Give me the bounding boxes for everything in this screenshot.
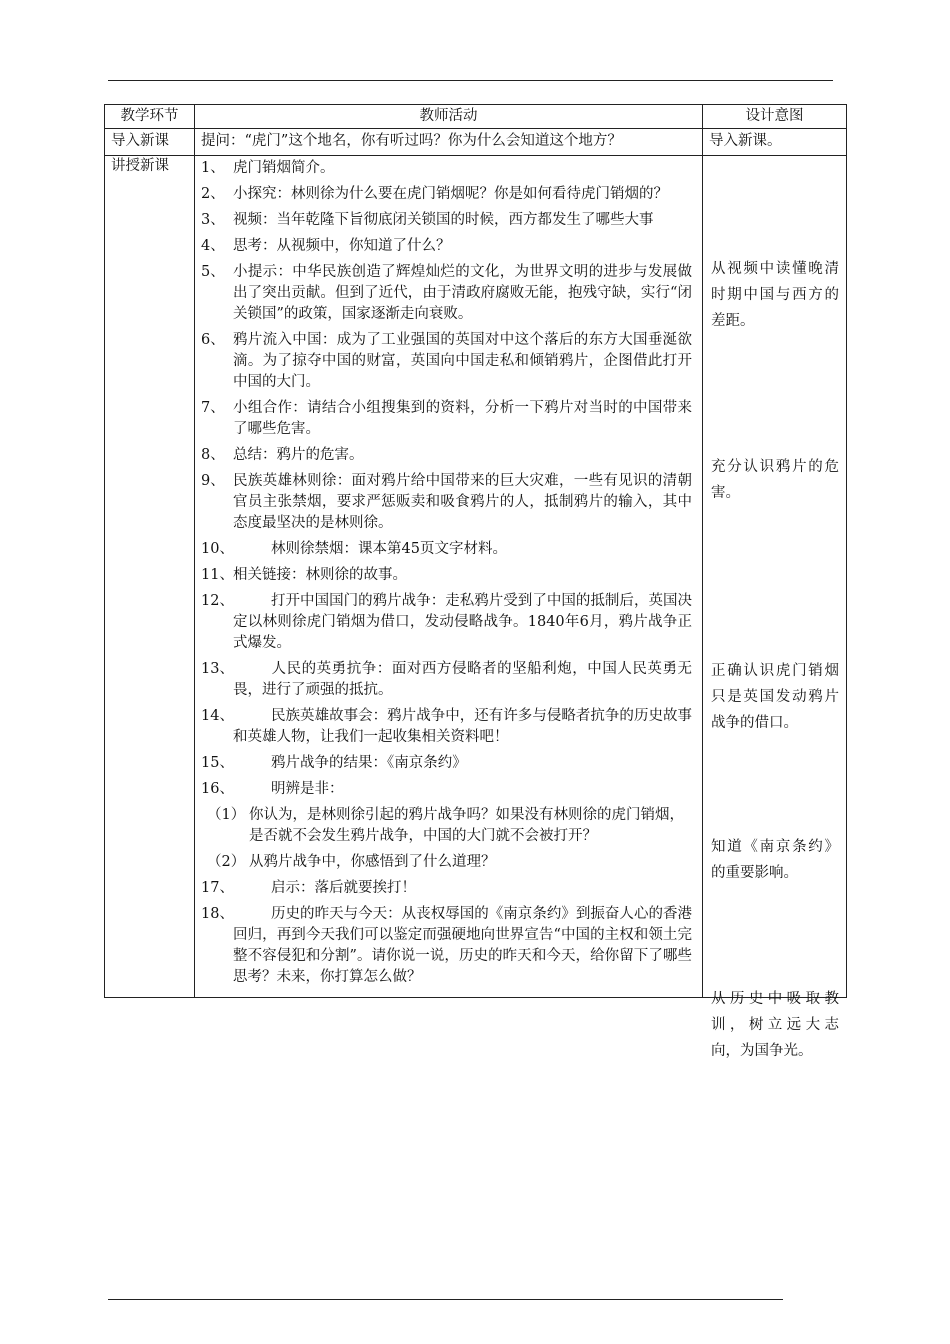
list-item	[199, 262, 692, 325]
list-item	[199, 539, 692, 560]
item-text: 鸦片流入中国：成为了工业强国的英国对中这个落后的东方大国垂涎欲滴。为了掠夺中国的财富，英国向中国走私和倾销鸦片，企图借此打开中国的大门。	[233, 332, 692, 390]
item-text: 民族英雄林则徐：面对鸦片给中国带来的巨大灾难，一些有见识的清朝官员主张禁烟，要求严惩贩卖和吸食鸦片的人，抵制鸦片的输入，其中态度最坚决的是林则徐。	[233, 473, 692, 531]
item-number: 7、	[201, 400, 225, 416]
list-item	[199, 330, 692, 393]
item-text: 启示：落后就要挨打！	[271, 880, 416, 896]
intent-2: 充分认识鸦片的危害。	[711, 459, 839, 501]
item-number: 4、	[201, 238, 225, 254]
list-item	[199, 779, 692, 800]
intent-1: 从视频中读懂晚清时期中国与西方的差距。	[711, 261, 839, 329]
list-item	[199, 398, 692, 440]
item-number: 18、	[201, 906, 234, 922]
item-number: （2）	[207, 854, 246, 870]
activity-intro: 提问：“虎门”这个地名，你有听过吗？你为什么会知道这个地方？	[195, 129, 703, 156]
list-item	[199, 706, 692, 748]
item-number: 6、	[201, 332, 225, 348]
list-item	[199, 471, 692, 534]
intent-intro: 导入新课。	[703, 129, 847, 156]
list-item	[199, 210, 692, 231]
activity-tail-items	[199, 878, 692, 988]
intent-4: 知道《南京条约》的重要影响。	[711, 839, 839, 881]
item-number: 5、	[201, 264, 225, 280]
item-text: 历史的昨天与今天：从丧权辱国的《南京条约》到振奋人心的香港回归，再到今天我们可以鉴定而强硬地向世界宣告“中国的主权和领土完整不容侵犯和分割”。请你说一说，历史的昨天和今天，给你留下了哪些思考？未来，你打算怎么做？	[233, 906, 692, 985]
item-text: 视频：当年乾隆下旨彻底闭关锁国的时候，西方都发生了哪些大事	[233, 212, 654, 228]
table-row-intro	[105, 129, 847, 156]
item-text: 人民的英勇抗争：面对西方侵略者的坚船利炮，中国人民英勇无畏，进行了顽强的抵抗。	[233, 661, 692, 698]
list-item	[199, 445, 692, 466]
item-text: 思考：从视频中，你知道了什么？	[233, 238, 451, 254]
item-number: 12、	[201, 593, 234, 609]
item-text: 总结：鸦片的危害。	[233, 447, 364, 463]
list-item	[199, 904, 692, 988]
header-stage: 教学环节	[105, 105, 195, 129]
item-number: 1、	[201, 160, 225, 176]
item-number: 8、	[201, 447, 225, 463]
item-text: 小组合作：请结合小组搜集到的资料，分析一下鸦片对当时的中国带来了哪些危害。	[233, 400, 692, 437]
item-text: 相关链接：林则徐的故事。	[233, 567, 407, 583]
list-item	[199, 753, 692, 774]
list-item	[199, 591, 692, 654]
item-number: （1）	[207, 807, 246, 823]
activity-list	[195, 156, 703, 998]
item-text: 打开中国国门的鸦片战争：走私鸦片受到了中国的抵制后，英国决定以林则徐虎门销烟为借口，发动侵略战争。1840年6月，鸦片战争正式爆发。	[233, 593, 692, 651]
item-text: 小提示：中华民族创造了辉煌灿烂的文化，为世界文明的进步与发展做出了突出贡献。但到了近代，由于清政府腐败无能，抱残守缺，实行“闭关锁国”的政策，国家逐渐走向衰败。	[233, 264, 692, 322]
intent-list	[703, 156, 847, 1059]
item-number: 9、	[201, 473, 225, 489]
intent-3: 正确认识虎门销烟只是英国发动鸦片战争的借口。	[711, 663, 839, 731]
intent-5: 从历史中吸取教训，树立远大志向，为国争光。	[711, 991, 839, 1059]
header-intent: 设计意图	[703, 105, 847, 129]
header-activity: 教师活动	[195, 105, 703, 129]
item-number: 17、	[201, 880, 234, 896]
stage-intro: 导入新课	[105, 129, 195, 156]
table-header-row	[105, 105, 847, 129]
item-text: 鸦片战争的结果：《南京条约》	[271, 755, 467, 771]
item-text: 虎门销烟简介。	[233, 160, 335, 176]
item-number: 15、	[201, 755, 234, 771]
item-number: 2、	[201, 186, 225, 202]
item-text: 小探究：林则徐为什么要在虎门销烟呢？你是如何看待虎门销烟的？	[233, 186, 668, 202]
sub-list-item	[199, 805, 692, 847]
footer-rule	[108, 1299, 783, 1300]
item-text: 民族英雄故事会：鸦片战争中，还有许多与侵略者抗争的历史故事和英雄人物，让我们一起收集相关资料吧！	[233, 708, 692, 745]
item-number: 13、	[201, 661, 234, 677]
list-item	[199, 184, 692, 205]
list-item	[199, 878, 692, 899]
item-number: 3、	[201, 212, 225, 228]
item-text: 从鸦片战争中，你感悟到了什么道理？	[249, 854, 496, 870]
sub-list-item	[199, 852, 692, 873]
list-item	[199, 659, 692, 701]
item-text: 林则徐禁烟：课本第45页文字材料。	[271, 541, 507, 557]
list-item	[199, 565, 692, 586]
table-row-main	[105, 156, 847, 998]
item-number: 11、	[201, 567, 234, 583]
item-text: 你认为，是林则徐引起的鸦片战争吗？如果没有林则徐的虎门销烟，是否就不会发生鸦片战争，中国的大门就不会被打开？	[249, 807, 684, 844]
list-item	[199, 158, 692, 179]
header-rule	[108, 80, 833, 81]
activity-sub-items	[199, 805, 692, 873]
item-number: 14、	[201, 708, 234, 724]
list-item	[199, 236, 692, 257]
item-number: 16、	[201, 781, 234, 797]
stage-main: 讲授新课	[105, 156, 195, 998]
item-text: 明辨是非：	[271, 781, 344, 797]
item-number: 10、	[201, 541, 234, 557]
activity-items	[199, 158, 692, 800]
lesson-plan-table	[104, 104, 847, 1059]
